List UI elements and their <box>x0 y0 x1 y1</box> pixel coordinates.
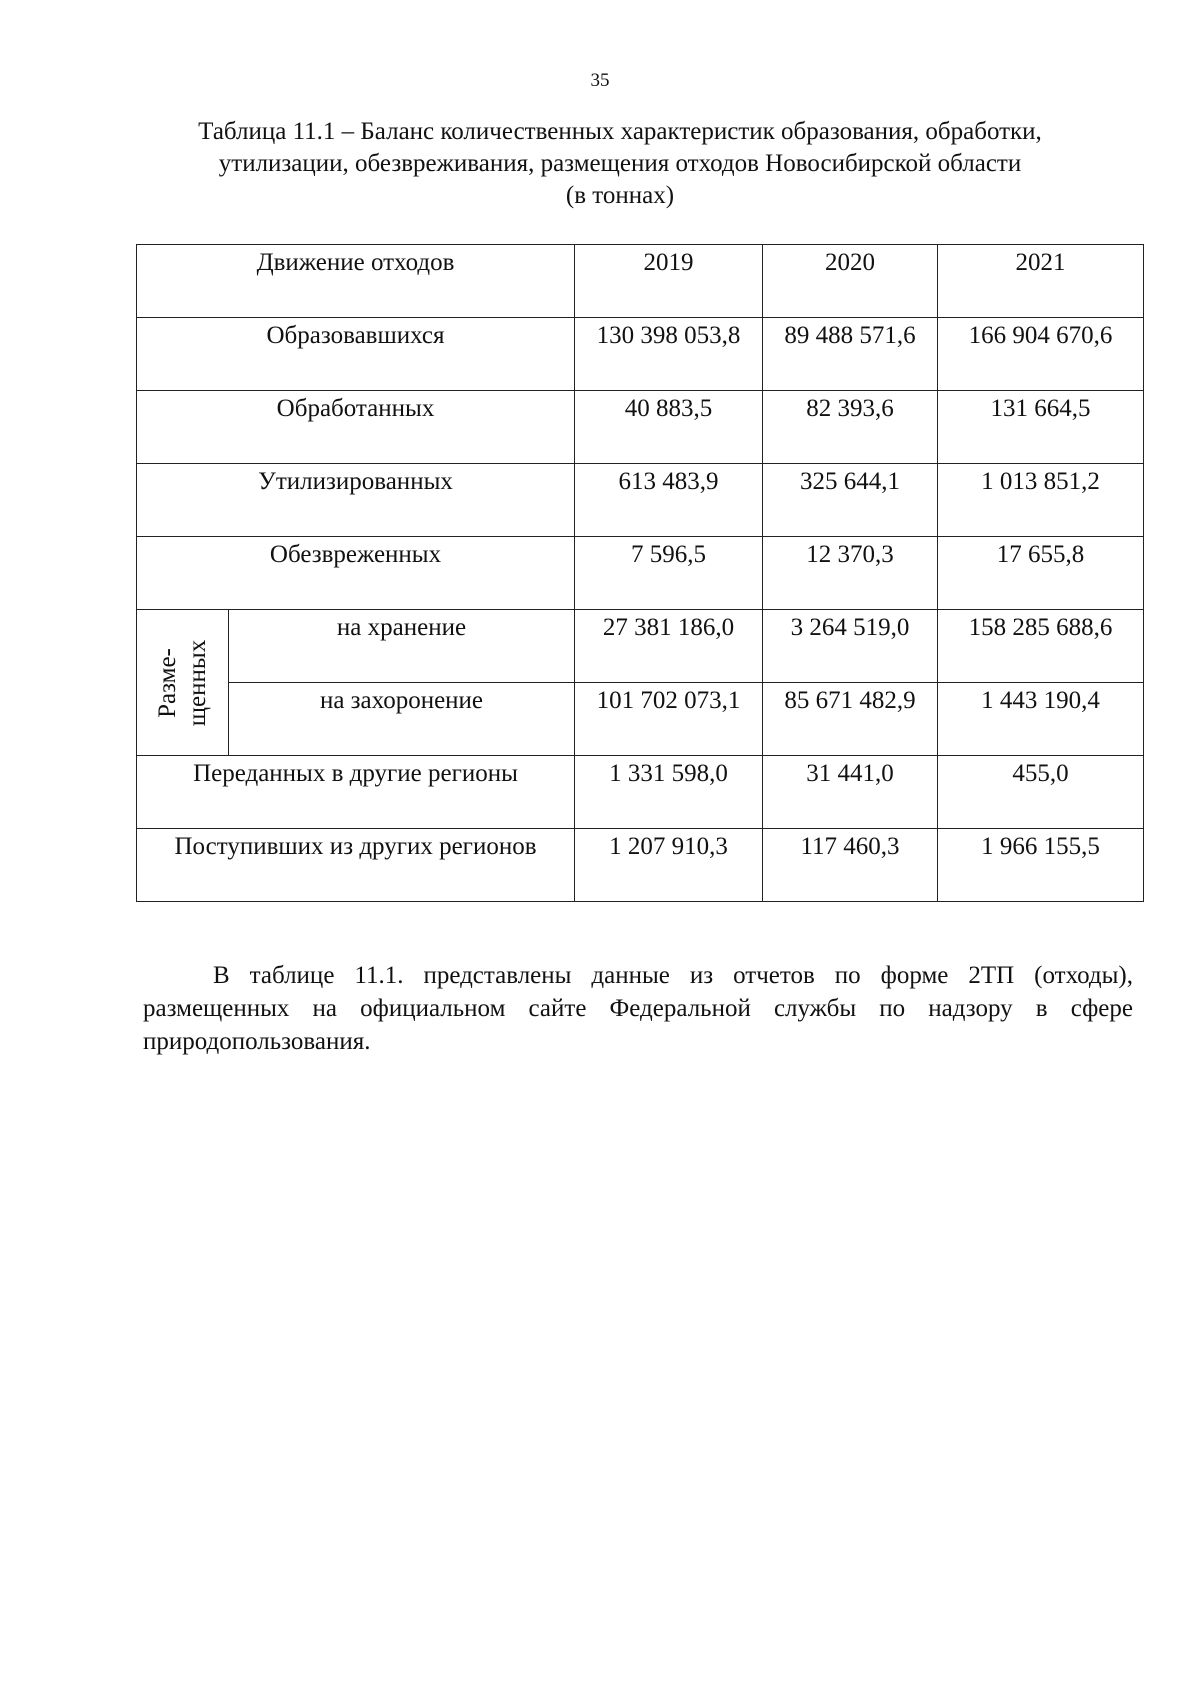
value-cell: 7 596,5 <box>575 537 763 610</box>
header-cell-year: 2019 <box>575 245 763 318</box>
value-cell: 166 904 670,6 <box>938 318 1144 391</box>
waste-balance-table <box>136 244 1144 902</box>
table-row <box>137 318 1144 391</box>
value-cell: 3 264 519,0 <box>763 610 938 683</box>
table-row <box>137 829 1144 902</box>
value-cell: 1 207 910,3 <box>575 829 763 902</box>
table-row <box>137 610 1144 683</box>
value-cell: 17 655,8 <box>938 537 1144 610</box>
placed-group-label <box>137 610 229 756</box>
row-label: Утилизированных <box>137 464 575 537</box>
row-label: Переданных в другие регионы <box>137 756 575 829</box>
value-cell: 130 398 053,8 <box>575 318 763 391</box>
value-cell: 27 381 186,0 <box>575 610 763 683</box>
value-cell: 31 441,0 <box>763 756 938 829</box>
row-label: Обезвреженных <box>137 537 575 610</box>
value-cell: 82 393,6 <box>763 391 938 464</box>
table-row <box>137 391 1144 464</box>
value-cell: 117 460,3 <box>763 829 938 902</box>
value-cell: 12 370,3 <box>763 537 938 610</box>
value-cell: 455,0 <box>938 756 1144 829</box>
value-cell: 325 644,1 <box>763 464 938 537</box>
table-row <box>137 464 1144 537</box>
caption-line-3: (в тоннах) <box>565 182 675 209</box>
value-cell: 89 488 571,6 <box>763 318 938 391</box>
table-row <box>137 683 1144 756</box>
table-header-row <box>137 245 1144 318</box>
row-label: Образовавшихся <box>137 318 575 391</box>
value-cell: 1 966 155,5 <box>938 829 1144 902</box>
placed-group-label-line-2: щенных <box>183 639 211 726</box>
row-label: на захоронение <box>229 683 575 756</box>
source-note-paragraph: В таблице 11.1. представлены данные из отчетов по форме 2ТП (отходы), размещенных на официальном сайте Федеральной службы по надзору в сфере природопользования. <box>143 962 1133 1055</box>
value-cell: 613 483,9 <box>575 464 763 537</box>
value-cell: 158 285 688,6 <box>938 610 1144 683</box>
row-label: на хранение <box>229 610 575 683</box>
caption-line-1: Таблица 11.1 – Баланс количественных характеристик образования, обработки, <box>198 118 1042 145</box>
row-label: Поступивших из других регионов <box>137 829 575 902</box>
value-cell: 101 702 073,1 <box>575 683 763 756</box>
value-cell: 1 013 851,2 <box>938 464 1144 537</box>
value-cell: 1 443 190,4 <box>938 683 1144 756</box>
header-cell-label: Движение отходов <box>137 245 575 318</box>
header-cell-year: 2020 <box>763 245 938 318</box>
header-cell-year: 2021 <box>938 245 1144 318</box>
caption-line-2: утилизации, обезвреживания, размещения отходов Новосибирской области <box>218 150 1022 177</box>
row-label: Обработанных <box>137 391 575 464</box>
value-cell: 40 883,5 <box>575 391 763 464</box>
value-cell: 1 331 598,0 <box>575 756 763 829</box>
value-cell: 85 671 482,9 <box>763 683 938 756</box>
table-caption <box>120 116 1120 212</box>
value-cell: 131 664,5 <box>938 391 1144 464</box>
table-row <box>137 537 1144 610</box>
placed-group-label-line-1: Разме- <box>153 647 181 718</box>
table-row <box>137 756 1144 829</box>
page-number: 35 <box>590 70 610 91</box>
